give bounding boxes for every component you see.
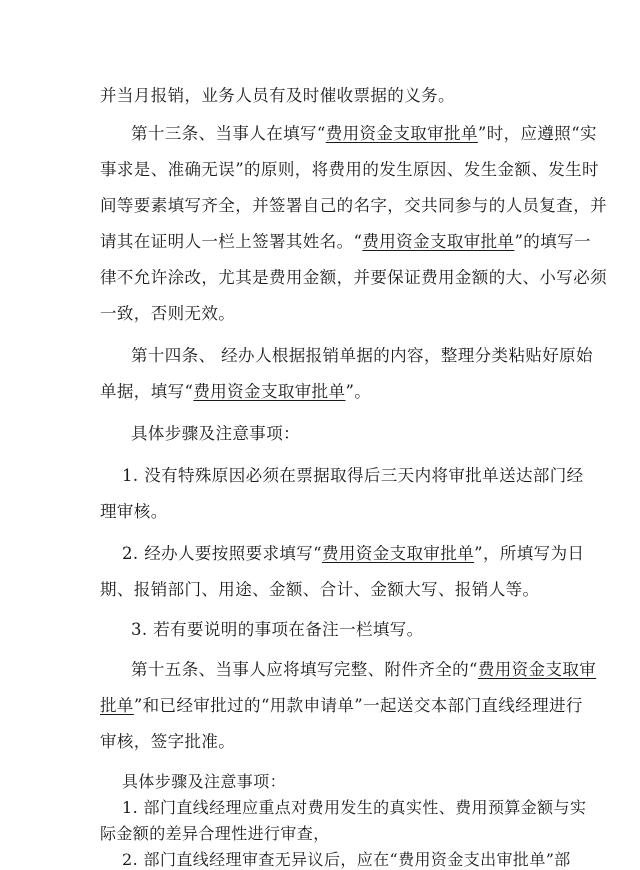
text-segment: 请其在证明人一栏上签署其姓名。“ [100,232,363,251]
underlined-term: 费用资金支取审批单 [322,544,475,563]
text-segment: 1. 没有特殊原因必须在票据取得后三天内将审批单送达部门经 [122,466,584,485]
text-segment: ”，所填写为日 [474,544,585,563]
text-segment: 具体步骤及注意事项： [131,424,300,443]
text-line [122,466,584,486]
text-segment: ”的填写一 [514,232,591,251]
text-segment: 单据，填写“ [100,382,194,401]
underlined-term: 批单 [100,696,134,715]
text-line [131,620,424,640]
text-segment: ”时，应遵照“实 [477,124,597,143]
text-segment: 1. 部门直线经理应重点对费用发生的真实性、费用预算金额与实 [122,798,587,817]
text-segment: 间等要素填写齐全，并签署自己的名字，交共同参与的人员复查，并 [100,196,607,215]
text-segment: 第十四条、 经办人根据报销单据的内容，整理分类粘贴好原始 [131,346,593,365]
text-line [100,824,330,844]
text-line [100,232,591,252]
text-line [131,660,596,680]
text-segment: 律不允许涂改，尤其是费用金额，并要保证费用金额的大、小写必须 [100,268,607,287]
text-line [100,696,583,716]
text-line [100,732,235,752]
text-segment: 理审核。 [100,502,168,521]
text-segment: ”。 [345,382,372,401]
underlined-term: 费用资金支取审批单 [362,232,515,251]
text-segment: 一致，否则无效。 [100,304,236,323]
text-segment: 并当月报销，业务人员有及时催收票据的义务。 [100,86,455,105]
text-line [100,502,168,522]
text-segment: 第十三条、当事人在填写“ [131,124,326,143]
text-segment: 审核，签字批准。 [100,732,236,751]
text-line [122,772,286,792]
underlined-term: 费用资金支取审批单 [193,382,346,401]
text-segment: 3. 若有要说明的事项在备注一栏填写。 [131,620,424,639]
text-line [100,382,371,402]
text-line [131,424,300,444]
text-line [100,160,599,180]
text-segment: 际金额的差异合理性进行审查， [100,824,330,843]
underlined-term: 费用资金支取审批单 [325,124,478,143]
text-segment: 期、报销部门、用途、金额、合计、金额大写、报销人等。 [100,580,540,599]
text-segment: ”和已经审批过的“用款申请单”一起送交本部门直线经理进行 [133,696,583,715]
text-line [122,544,584,564]
text-line [100,580,539,600]
text-segment: 第十五条、当事人应将填写完整、附件齐全的“ [131,660,478,679]
text-line [131,346,593,366]
text-line [122,798,586,818]
text-segment: 2. 经办人要按照要求填写“ [122,544,323,563]
text-segment: 2. 部门直线经理审查无异议后，应在“费用资金支出审批单”部 [122,850,571,869]
text-line [122,850,571,870]
text-line [100,268,607,288]
text-line [100,304,235,324]
text-segment: 具体步骤及注意事项： [122,772,287,791]
text-segment: 事求是、准确无误”的原则，将费用的发生原因、发生金额、发生时 [100,160,599,179]
underlined-term: 费用资金支取审 [477,660,597,679]
text-line [131,124,597,144]
text-line [100,196,607,216]
text-line [100,86,455,106]
